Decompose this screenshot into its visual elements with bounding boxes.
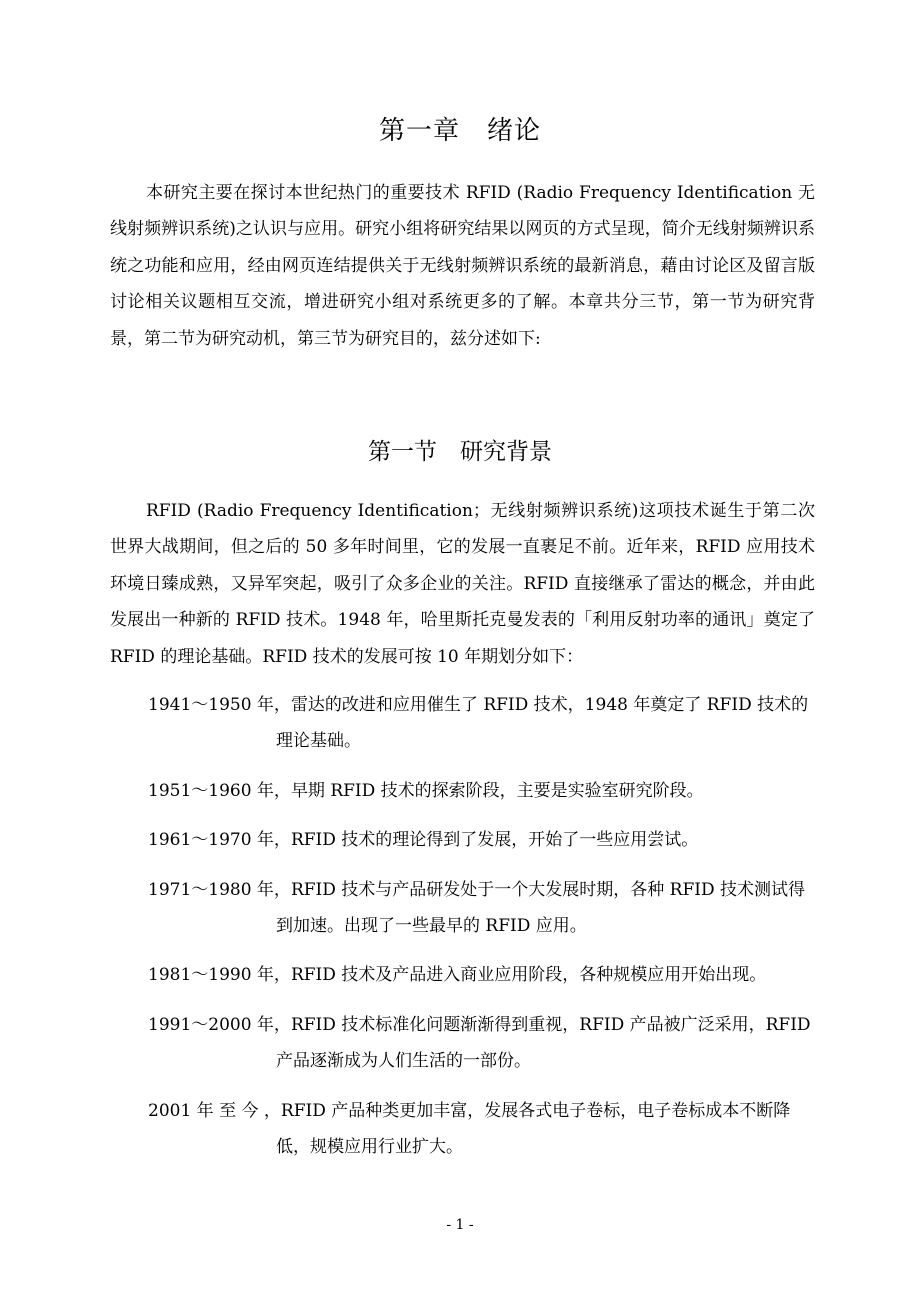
timeline-item — [148, 687, 813, 760]
chapter-title: 第一章 绪论 — [378, 116, 541, 146]
timeline-item — [148, 872, 813, 945]
intro-paragraph: 本研究主要在探讨本世纪热门的重要技术 RFID (Radio Frequency Identification 无线射频辨识系统)之认识与应用。研究小组将研究结果以网页的方式呈现，简介无线射频辨识系统之功能和应用，经由网页连结提供关于无线射频辨识系统的最新消息，藉由讨论区及留言版讨论相关议题相互交流，增进研究小组对系统更多的了解。本章共分三节，第一节为研究背景，第二节为研究动机，第三节为研究目的，兹分述如下: — [110, 183, 815, 349]
timeline-item — [148, 1093, 813, 1166]
timeline-item — [148, 1007, 813, 1080]
timeline-period: 1971～1980 年， — [148, 879, 291, 900]
timeline-period: 1961～1970 年， — [148, 830, 291, 851]
timeline-period: 1981～1990 年， — [148, 965, 291, 986]
timeline-text: RFID 技术及产品进入商业应用阶段，各种规模应用开始出现。 — [290, 965, 767, 986]
timeline-period: 1951～1960 年， — [148, 780, 291, 801]
page-number: - 1 - — [446, 1217, 474, 1233]
timeline-text: 早期 RFID 技术的探索阶段，主要是实验室研究阶段。 — [290, 780, 704, 801]
timeline-period: 1991～2000 年， — [148, 1014, 291, 1035]
timeline-period: 2001 年 至 今 ， — [148, 1100, 281, 1121]
rfid-timeline — [148, 687, 813, 1178]
timeline-text: RFID 技术与产品研发处于一个大发展时期，各种 RFID 技术测试得到加速。出现了一些最早的 RFID 应用。 — [276, 879, 806, 937]
timeline-item — [148, 773, 813, 809]
timeline-text: 雷达的改进和应用催生了 RFID 技术，1948 年奠定了 RFID 技术的理论基础。 — [276, 695, 809, 752]
timeline-item — [148, 957, 813, 993]
timeline-item — [148, 822, 813, 858]
section-title: 第一节 研究背景 — [368, 439, 552, 465]
background-paragraph: RFID (Radio Frequency Identification；无线射频辨识系统)这项技术诞生于第二次世界大战期间，但之后的 50 多年时间里，它的发展一直裹足不前。近年来，RFID 应用技术环境日臻成熟，又异军突起，吸引了众多企业的关注。RFID 直接继承了雷达的概念，并由此发展出一种新的 RFID 技术。1948 年，哈里斯托克曼发表的「利用反射功率的通讯」奠定了 RFID 的理论基础。RFID 技术的发展可按 10 年期划分如下： — [110, 501, 815, 667]
timeline-text: RFID 技术的理论得到了发展，开始了一些应用尝试。 — [290, 830, 699, 851]
timeline-period: 1941～1950 年， — [148, 695, 291, 715]
timeline-text: RFID 产品种类更加丰富，发展各式电子卷标，电子卷标成本不断降低，规模应用行业扩大。 — [276, 1100, 791, 1158]
timeline-text: RFID 技术标准化问题渐渐得到重视，RFID 产品被广泛采用，RFID 产品逐渐成为人们生活的一部份。 — [276, 1014, 811, 1072]
